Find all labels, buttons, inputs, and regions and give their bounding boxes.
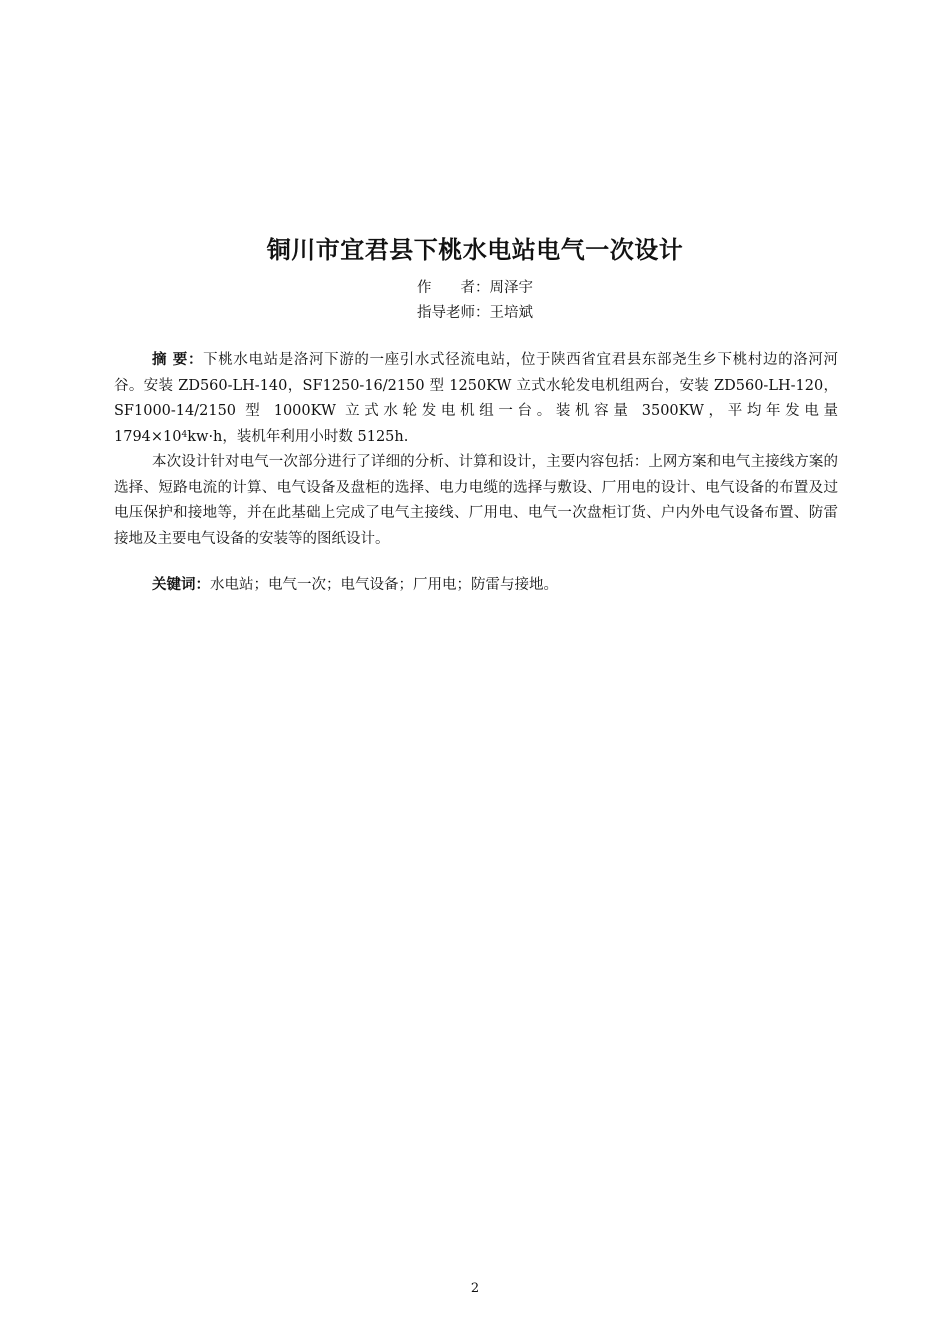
author-label: 作 者：	[417, 280, 490, 296]
abstract-text-1b: kw·h，装机年利用小时数 5125h.	[187, 428, 409, 445]
keywords-text: 水电站；电气一次；电气设备；厂用电；防雷与接地。	[210, 577, 558, 593]
advisor-label: 指导老师：	[417, 305, 490, 321]
keywords-line	[152, 573, 558, 599]
abstract-paragraph-1	[114, 348, 838, 450]
abstract-section	[114, 348, 838, 552]
author-name: 周泽宇	[489, 280, 533, 296]
advisor-name: 王培斌	[489, 305, 533, 321]
advisor-line	[0, 301, 950, 322]
keywords-label: 关键词：	[152, 577, 210, 593]
document-title: 铜川市宜君县下桃水电站电气一次设计	[266, 236, 684, 264]
author-line	[0, 276, 950, 297]
abstract-label: 摘 要：	[152, 352, 204, 368]
exponent: 4	[181, 429, 188, 440]
abstract-paragraph-2: 本次设计针对电气一次部分进行了详细的分析、计算和设计，主要内容包括：上网方案和电气主接线方案的选择、短路电流的计算、电气设备及盘柜的选择、电力电缆的选择与敷设、厂用电的设计、电气设备的布置及过电压保护和接地等，并在此基础上完成了电气主接线、厂用电、电气一次盘柜订货、户内外电气设备布置、防雷接地及主要电气设备的安装等的图纸设计。	[114, 454, 838, 547]
page-number: 2	[470, 1281, 480, 1296]
abstract-text-1a: 下桃水电站是洛河下游的一座引水式径流电站，位于陕西省宜君县东部尧生乡下桃村边的洛河河谷。安装 ZD560-LH-140，SF1250-16/2150 型 1250KW 立式水轮发电机组两台，安装 ZD560-LH-120，SF1000-14/2150 型 1000KW 立式水轮发电机组一台。装机容量 3500KW，平均年发电量 1794×10	[114, 352, 838, 445]
